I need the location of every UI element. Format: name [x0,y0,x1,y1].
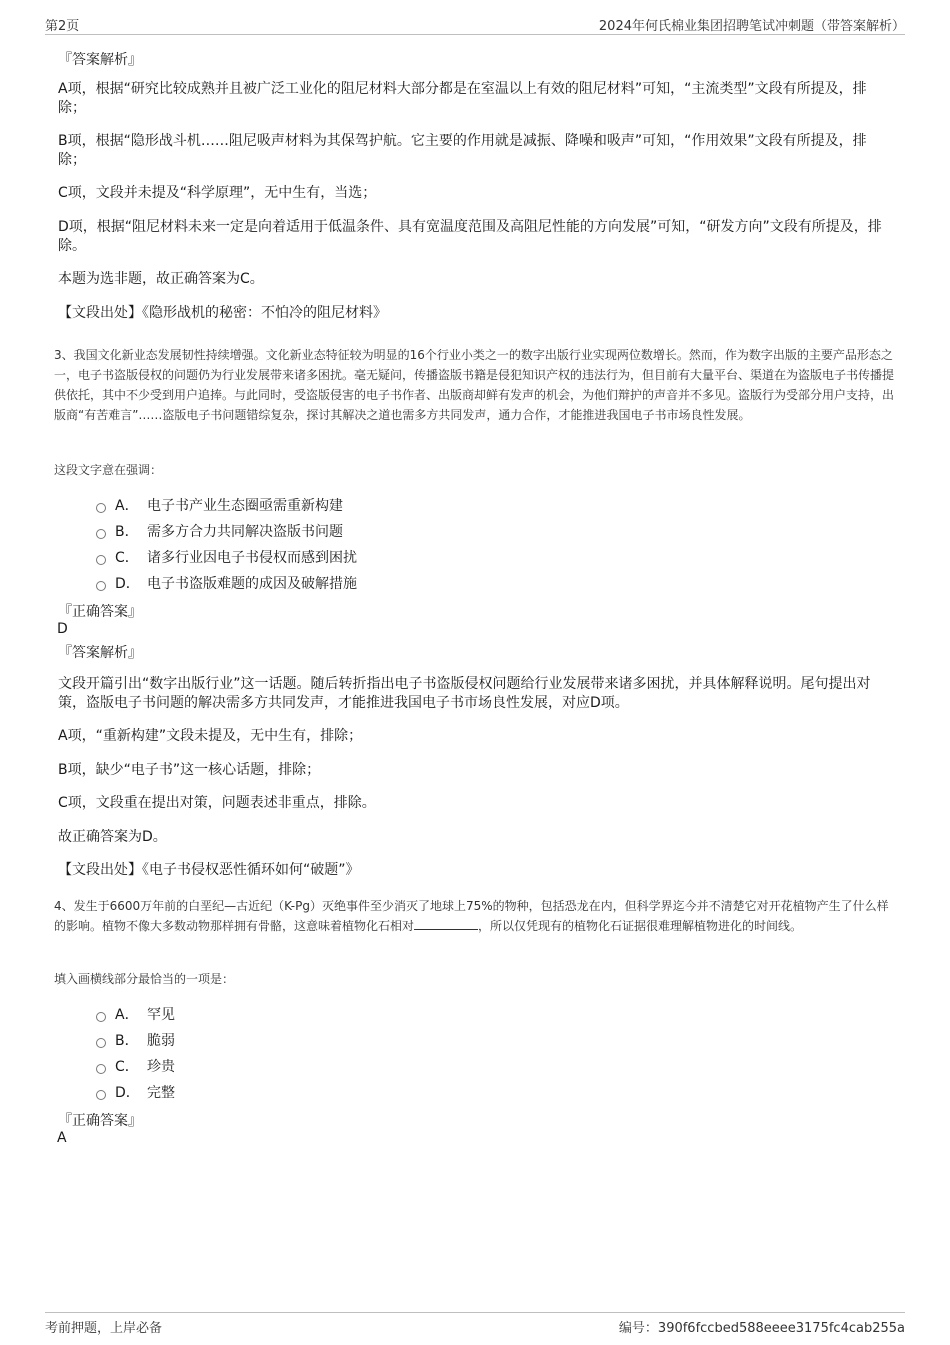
correct-answer-value: D [57,621,68,637]
radio-icon[interactable] [96,529,106,539]
radio-icon[interactable] [96,1038,106,1048]
analysis-paragraph: A项，“重新构建”文段未提及，无中生有，排除； [58,728,363,744]
correct-answer-value: A [57,1130,67,1146]
page-header [45,14,905,35]
fill-blank [414,917,478,930]
source-citation: 【文段出处】《隐形战机的秘密：不怕冷的阻尼材料》 [58,305,387,321]
question-3-prompt: 这段文字意在强调： [54,463,163,477]
radio-icon[interactable] [96,1064,106,1074]
analysis-paragraph: 文段开篇引出“数字出版行业”这一话题。随后转折指出电子书盗版侵权问题给行业发展带来诸多困扰，并具体解释说明。尾句提出对策，盗版电子书问题的解决需多方共同发声，才能推进我国电子书市场良性发展，对应D项。 [58,676,871,711]
analysis-paragraph: C项，文段重在提出对策，问题表述非重点，排除。 [58,795,376,811]
option-c[interactable]: C． 珍贵 [96,1056,175,1076]
page-footer [45,1312,905,1337]
correct-answer-label: 『正确答案』 [58,1113,142,1129]
option-a[interactable]: A． 罕见 [96,1004,175,1024]
question-4-prompt: 填入画横线部分最恰当的一项是： [54,972,235,986]
footer-slogan: 考前押题，上岸必备 [45,1321,163,1336]
option-d[interactable]: D． 完整 [96,1082,175,1102]
radio-icon[interactable] [96,503,106,513]
option-d[interactable]: D． 电子书盗版难题的成因及破解措施 [96,573,357,593]
document-id: 编号：390f6fccbed588eeee3175fc4cab255a [618,1321,905,1336]
radio-icon[interactable] [96,1012,106,1022]
radio-icon[interactable] [96,555,106,565]
option-a[interactable]: A． 电子书产业生态圈亟需重新构建 [96,495,343,515]
page-number: 第2页 [45,19,80,34]
option-b[interactable]: B． 需多方合力共同解决盗版书问题 [96,521,343,541]
document-title: 2024年何氏棉业集团招聘笔试冲刺题（带答案解析） [598,19,905,34]
correct-answer-label: 『正确答案』 [58,604,142,620]
analysis-label: 『答案解析』 [58,645,142,661]
option-c[interactable]: C． 诸多行业因电子书侵权而感到困扰 [96,547,357,567]
radio-icon[interactable] [96,1090,106,1100]
analysis-paragraph: D项，根据“阻尼材料未来一定是向着适用于低温条件、具有宽温度范围及高阻尼性能的方向发展”可知，“研发方向”文段有所提及，排除。 [58,219,882,254]
analysis-paragraph: A项，根据“研究比较成熟并且被广泛工业化的阻尼材料大部分都是在室温以上有效的阻尼材料”可知，“主流类型”文段有所提及，排除； [58,81,867,116]
question-3-text: 3、我国文化新业态发展韧性持续增强。文化新业态特征较为明显的16个行业小类之一的数字出版行业实现两位数增长。然而，作为数字出版的主要产品形态之一，电子书盗版侵权的问题仍为行业发展带来诸多困扰。毫无疑问，传播盗版书籍是侵犯知识产权的违法行为，但目前有大量平台、渠道在为盗版电子书传播提供依托，其中不少受到用户追捧。与此同时，受盗版侵害的电子书作者、出版商却鲜有发声的机会，为他们辩护的声音并不多见。盗版行为受部分用户支持，出版商“有苦难言”……盗版电子书问题错综复杂，探讨其解决之道也需多方共同发声，通力合作，才能推进我国电子书市场良性发展。 [54,348,895,422]
conclusion-paragraph: 故正确答案为D。 [58,829,167,845]
option-b[interactable]: B． 脆弱 [96,1030,175,1050]
question-4-text: 4、发生于6600万年前的白垩纪—古近纪（K-Pg）灭绝事件至少消灭了地球上75%的物种，包括恐龙在内，但科学界迄今并不清楚它对开花植物产生了什么样的影响。植物不像大多数动物那样拥有骨骼，这意味着植物化石相对 ，所以仅凭现有的植物化石证据很难理解植物进化的时间线。 [54,899,889,933]
analysis-label: 『答案解析』 [58,52,142,68]
source-citation: 【文段出处】《电子书侵权恶性循环如何“破题”》 [58,862,360,878]
analysis-paragraph: B项，缺少“电子书”这一核心话题，排除； [58,762,321,778]
conclusion-paragraph: 本题为选非题，故正确答案为C。 [58,271,264,287]
analysis-paragraph: C项，文段并未提及“科学原理”，无中生有，当选； [58,185,377,201]
analysis-paragraph: B项，根据“隐形战斗机……阻尼吸声材料为其保驾护航。它主要的作用就是减振、降噪和吸声”可知，“作用效果”文段有所提及，排除； [58,133,867,168]
radio-icon[interactable] [96,581,106,591]
